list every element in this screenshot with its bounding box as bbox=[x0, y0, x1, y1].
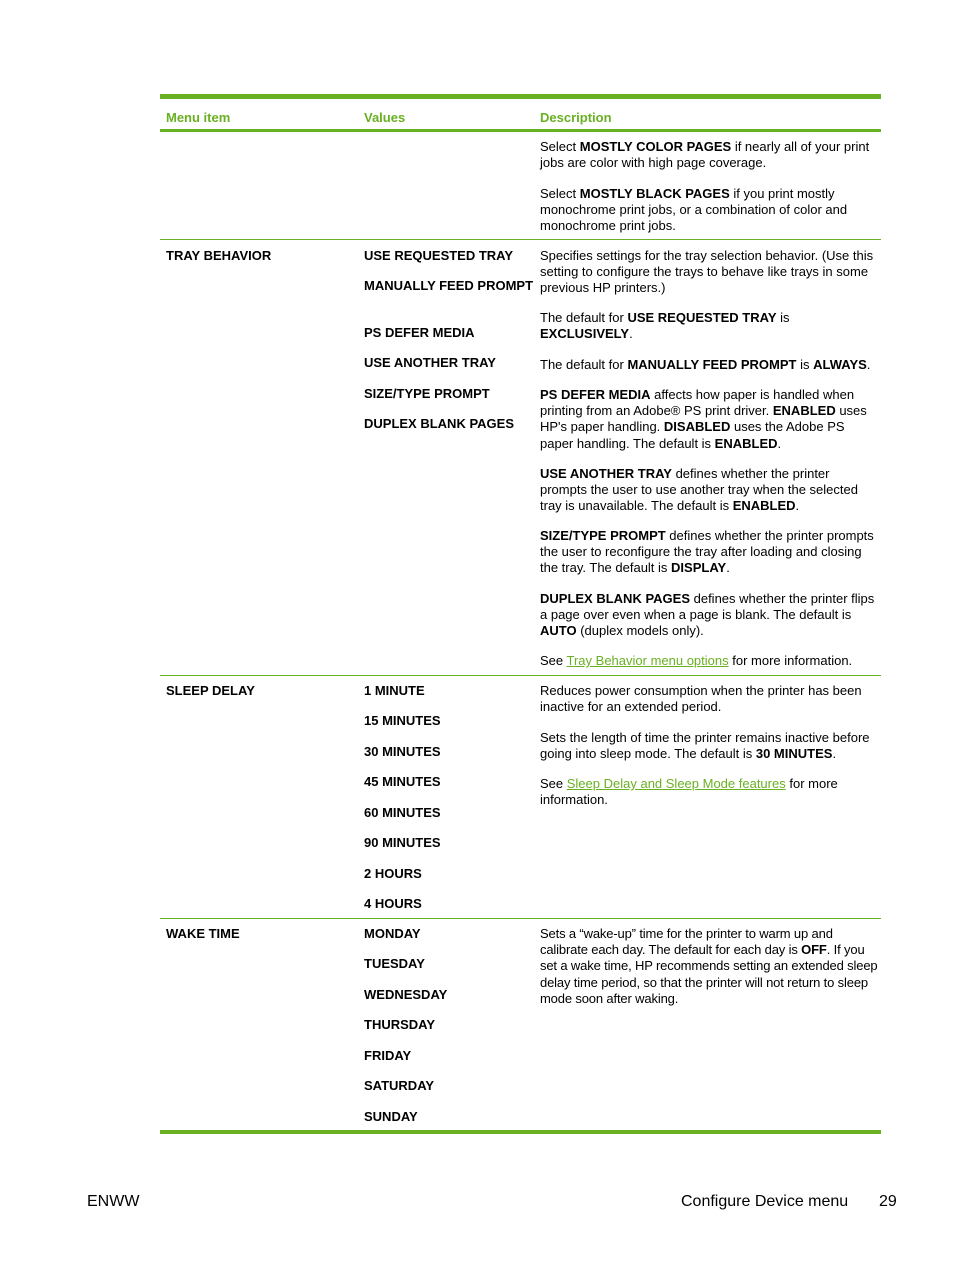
sleep-desc-intro: Reduces power consumption when the printer has been inactive for an extended period. bbox=[540, 683, 862, 715]
menu-item-tray-behavior: TRAY BEHAVIOR bbox=[166, 248, 272, 263]
header-values: Values bbox=[364, 110, 406, 125]
sleep-delay-features-link[interactable]: Sleep Delay and Sleep Mode features bbox=[566, 776, 786, 791]
value-sunday: SUNDAY bbox=[364, 1109, 418, 1124]
table-row-tray-behavior bbox=[160, 240, 881, 676]
sleep-desc-default: Sets the length of time the printer remains inactive before going into sleep mode. The default is 30 MINUTES. bbox=[540, 730, 870, 762]
table-row-continuation bbox=[160, 132, 881, 240]
tray-desc-duplex-blank-pages: DUPLEX BLANK PAGES defines whether the printer flips a page over even when a page is blank. The default is AUTO (duplex models only). bbox=[540, 591, 875, 639]
value-4-hours: 4 HOURS bbox=[364, 896, 422, 911]
sleep-desc-see-more: See Sleep Delay and Sleep Mode features for more information. bbox=[540, 776, 838, 808]
tray-desc-size-type-prompt: SIZE/TYPE PROMPT defines whether the printer prompts the user to reconfigure the tray after loading and closing the tray. The default is DISPLAY. bbox=[540, 528, 874, 576]
value-60-minutes: 60 MINUTES bbox=[364, 805, 441, 820]
menu-item-wake-time: WAKE TIME bbox=[166, 926, 240, 941]
wake-desc-text: Sets a “wake-up” time for the printer to warm up and calibrate each day. The default for each day is OFF. If you set a wake time, HP recommends setting an extended sleep delay time period, so that the printer will not return to sleep mode soon after waking. bbox=[540, 926, 878, 1006]
value-30-minutes: 30 MINUTES bbox=[364, 744, 441, 759]
continuation-para-color: Select MOSTLY COLOR PAGES if nearly all of your print jobs are color with high page coverage. bbox=[540, 139, 870, 171]
value-2-hours: 2 HOURS bbox=[364, 866, 422, 881]
header-menu-item: Menu item bbox=[166, 110, 231, 125]
header-description: Description bbox=[540, 110, 612, 125]
tray-behavior-options-link[interactable]: Tray Behavior menu options bbox=[566, 653, 729, 668]
table-header-row bbox=[160, 99, 881, 132]
table-row-wake-time bbox=[160, 919, 881, 1134]
tray-desc-intro: Specifies settings for the tray selection behavior. (Use this setting to configure the trays to behave like trays in some previous HP printers.) bbox=[540, 248, 874, 296]
value-monday: MONDAY bbox=[364, 926, 421, 941]
value-90-minutes: 90 MINUTES bbox=[364, 835, 441, 850]
value-wednesday: WEDNESDAY bbox=[364, 987, 448, 1002]
footer-section-title: Configure Device menu bbox=[681, 1193, 849, 1210]
value-thursday: THURSDAY bbox=[364, 1017, 436, 1032]
continuation-para-black: Select MOSTLY BLACK PAGES if you print mostly monochrome print jobs, or a combination of color and monochrome print jobs. bbox=[540, 186, 848, 234]
footer-page-number: 29 bbox=[879, 1193, 897, 1210]
value-duplex-blank-pages: DUPLEX BLANK PAGES bbox=[364, 416, 514, 431]
value-size-type-prompt: SIZE/TYPE PROMPT bbox=[364, 386, 490, 401]
value-45-minutes: 45 MINUTES bbox=[364, 774, 441, 789]
value-use-another-tray: USE ANOTHER TRAY bbox=[364, 355, 496, 370]
tray-desc-use-another-tray: USE ANOTHER TRAY defines whether the printer prompts the user to use another tray when the selected tray is unavailable. The default is ENABLED. bbox=[540, 466, 858, 514]
value-ps-defer-media: PS DEFER MEDIA bbox=[364, 325, 475, 340]
table-row-sleep-delay bbox=[160, 676, 881, 919]
tray-desc-manual-feed-default: The default for MANUALLY FEED PROMPT is ALWAYS. bbox=[540, 357, 871, 372]
value-use-requested-tray: USE REQUESTED TRAY bbox=[364, 248, 514, 263]
value-tuesday: TUESDAY bbox=[364, 956, 425, 971]
tray-desc-use-requested-default: The default for USE REQUESTED TRAY is EXCLUSIVELY. bbox=[540, 310, 790, 342]
value-1-minute: 1 MINUTE bbox=[364, 683, 425, 698]
value-saturday: SATURDAY bbox=[364, 1078, 435, 1093]
value-friday: FRIDAY bbox=[364, 1048, 412, 1063]
value-15-minutes: 15 MINUTES bbox=[364, 713, 441, 728]
menu-item-sleep-delay: SLEEP DELAY bbox=[166, 683, 255, 698]
value-manually-feed-prompt: MANUALLY FEED PROMPT bbox=[364, 278, 534, 293]
tray-desc-ps-defer-media: PS DEFER MEDIA affects how paper is handled when printing from an Adobe® PS print driver. ENABLED uses HP's paper handling. DISABLED uses the Adobe PS paper handling. The default is ENABLED. bbox=[540, 387, 867, 451]
tray-desc-see-more: See Tray Behavior menu options for more information. bbox=[540, 653, 853, 668]
menu-table bbox=[160, 94, 881, 1134]
footer-enww: ENWW bbox=[87, 1193, 140, 1210]
